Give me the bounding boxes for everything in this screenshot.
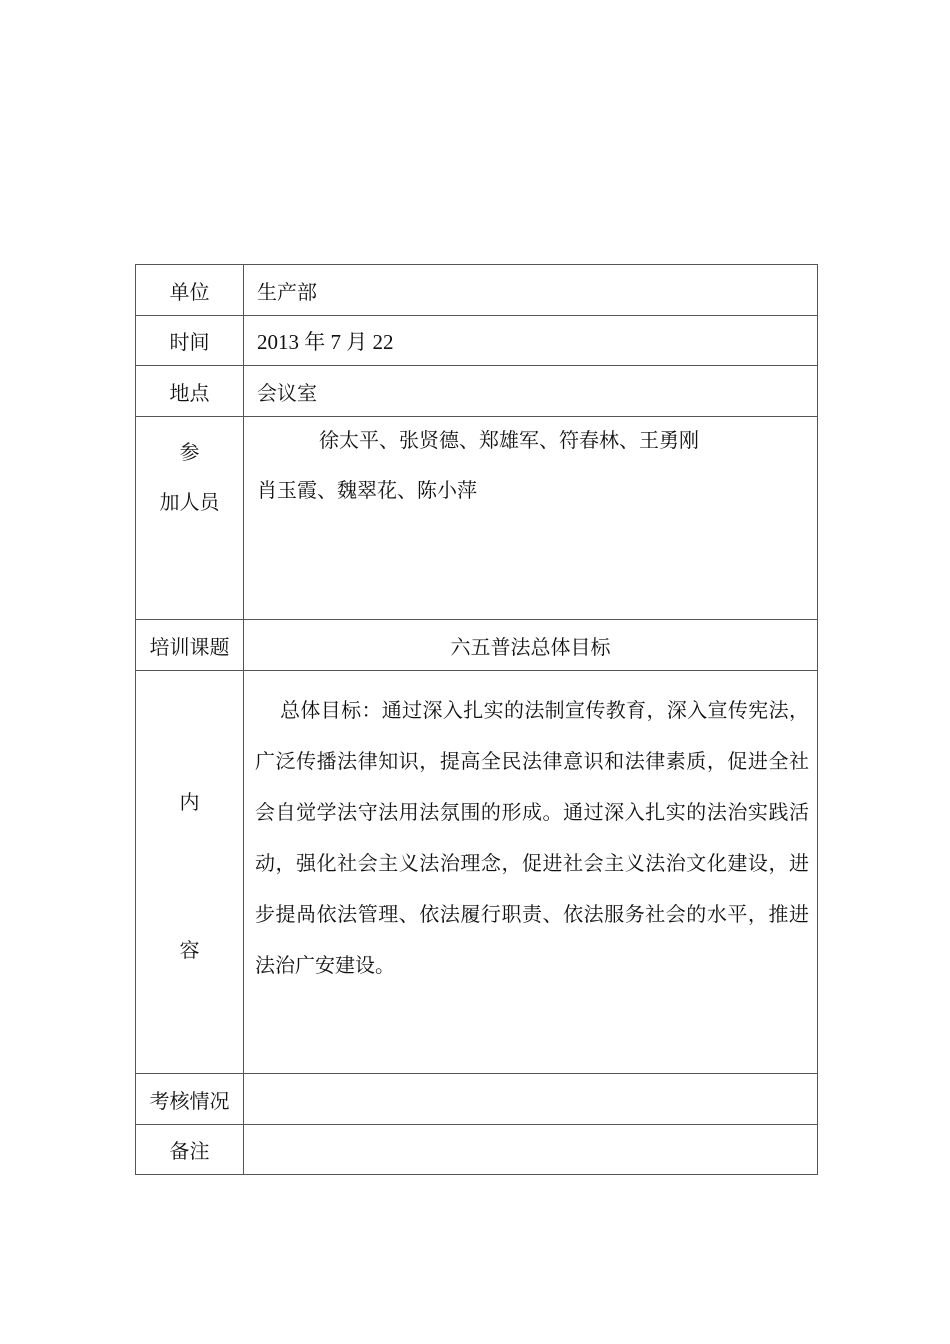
participants-row	[136, 417, 818, 620]
content-row	[136, 671, 818, 1074]
location-value: 会议室	[244, 366, 818, 417]
remarks-value	[244, 1125, 818, 1175]
assessment-label: 考核情况	[136, 1074, 244, 1125]
participants-label	[136, 417, 244, 620]
content-label	[136, 671, 244, 1074]
topic-label: 培训课题	[136, 620, 244, 671]
unit-row	[136, 265, 818, 316]
location-label: 地点	[136, 366, 244, 417]
remarks-label: 备注	[136, 1125, 244, 1175]
content-value	[244, 671, 818, 1074]
time-value: 2013 年 7 月 22	[244, 316, 818, 366]
participants-line1: 徐太平、张贤德、郑雄军、符春林、王勇刚	[319, 428, 699, 452]
assessment-value	[244, 1074, 818, 1125]
participants-line2: 肖玉霞、魏翠花、陈小萍	[257, 478, 477, 502]
location-row	[136, 366, 818, 417]
content-label-line2: 容	[179, 938, 200, 962]
unit-value: 生产部	[244, 265, 818, 316]
time-label: 时间	[136, 316, 244, 366]
remarks-row	[136, 1125, 818, 1175]
training-record-table	[135, 264, 818, 1175]
participants-label-line2: 加人员	[159, 490, 220, 514]
participants-label-line1: 参	[179, 440, 200, 464]
content-label-line1: 内	[179, 790, 200, 814]
assessment-row	[136, 1074, 818, 1125]
time-row	[136, 316, 818, 366]
unit-label: 单位	[136, 265, 244, 316]
topic-value: 六五普法总体目标	[244, 620, 818, 671]
participants-value	[244, 417, 818, 620]
topic-row	[136, 620, 818, 671]
content-text: 总体目标：通过深入扎实的法制宣传教育，深入宣传宪法，广泛传播法律知识，提高全民法律意识和法律素质，促进全社会自觉学法守法用法氛围的形成。通过深入扎实的法治实践活动，强化社会主义法治理念，促进社会主义法治文化建设，进步提咼依法管理、依法履行职责、依法服务社会的水平，推进法治广安建设。	[255, 698, 809, 977]
